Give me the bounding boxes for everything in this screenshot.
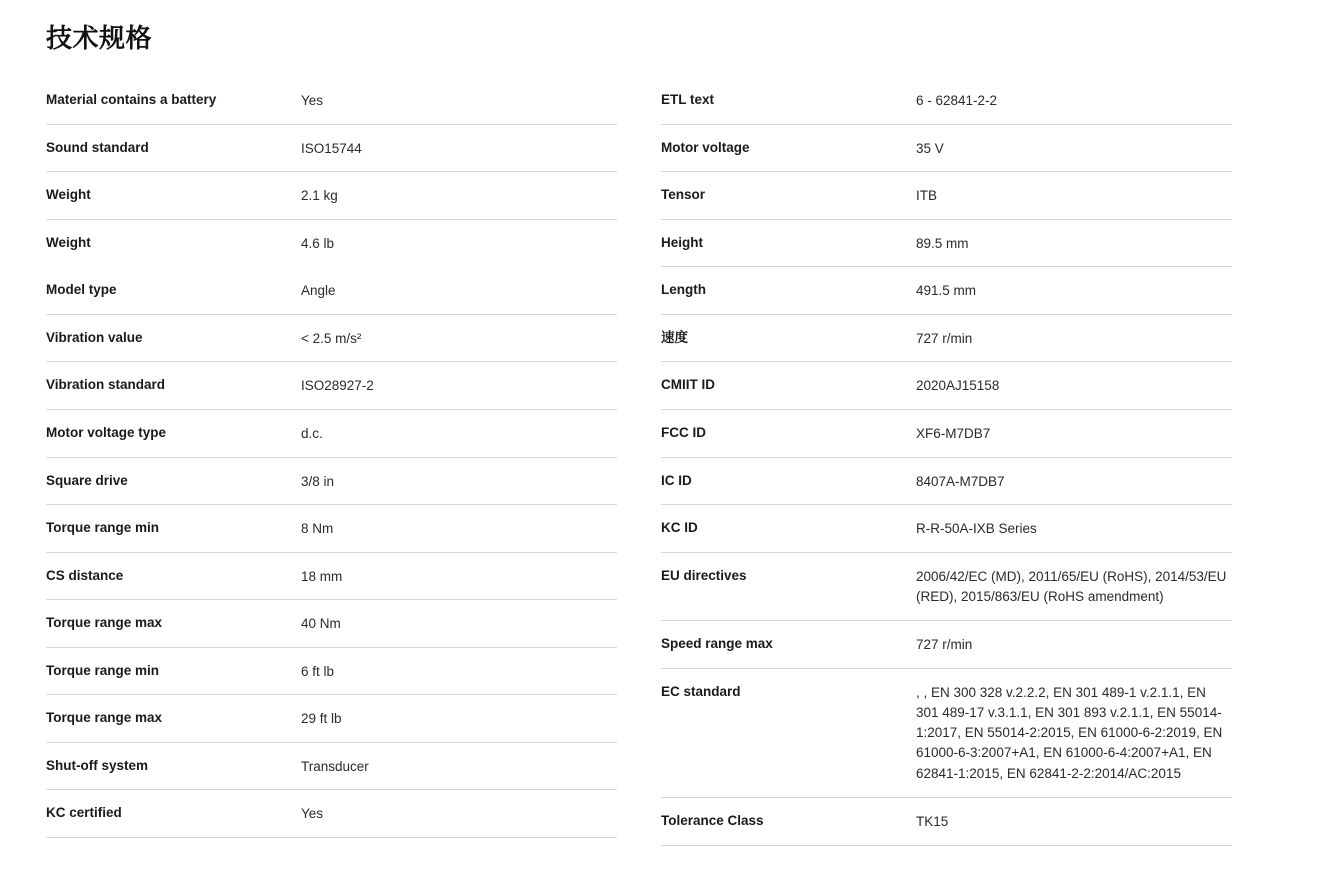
spec-label: Tensor (661, 187, 706, 203)
spec-label: Sound standard (46, 139, 149, 155)
spec-row (661, 362, 1232, 410)
spec-row (46, 600, 617, 648)
spec-value: 491.5 mm (916, 283, 977, 299)
spec-value: < 2.5 m/s² (301, 330, 362, 346)
spec-value: Yes (301, 93, 324, 108)
spec-row (661, 410, 1232, 458)
spec-row (661, 798, 1232, 846)
spec-row (46, 553, 617, 601)
spec-row (661, 458, 1232, 506)
spec-label: EU directives (661, 567, 747, 583)
spec-value: TK15 (916, 813, 949, 829)
spec-value: 727 r/min (916, 637, 973, 653)
spec-row (46, 648, 617, 696)
spec-label: FCC ID (661, 424, 706, 440)
spec-row (46, 315, 617, 363)
spec-label: Torque range max (46, 615, 163, 631)
spec-row (661, 172, 1232, 220)
spec-value: R-R-50A-IXB Series (916, 521, 1037, 537)
spec-label: Torque range min (46, 520, 160, 536)
spec-value: 727 r/min (916, 330, 973, 346)
spec-columns (46, 77, 1289, 846)
spec-row (46, 125, 617, 173)
spec-label: Model type (46, 282, 117, 298)
spec-row (46, 220, 617, 268)
spec-row (46, 172, 617, 220)
spec-label: 速度 (661, 329, 688, 345)
spec-label: ETL text (661, 92, 715, 107)
spec-column-left (46, 77, 617, 838)
page-title: 技术规格 (46, 23, 153, 53)
spec-label: Shut-off system (46, 757, 149, 773)
spec-value: , , EN 300 328 v.2.2.2, EN 301 489-1 v.2.1.1, EN 301 489-17 v.3.1.1, EN 301 893 v.2.1.1, EN 55014-1:2017, EN 55014-2:2015, EN 61000-6-2:2019, EN 61000-6-3:2007+A1, EN 61000-6-4:2007+A1, EN 62841-1:2015, EN 62841-2-2:2014/AC:2015 (916, 684, 1223, 781)
spec-value: Transducer (301, 758, 369, 774)
spec-label: IC ID (661, 472, 692, 488)
spec-label: EC standard (661, 683, 741, 699)
spec-value: 35 V (916, 140, 944, 156)
spec-row (661, 669, 1232, 798)
spec-label: Material contains a battery (46, 92, 217, 107)
spec-label: Motor voltage (661, 139, 750, 155)
spec-row (661, 315, 1232, 363)
spec-row (46, 362, 617, 410)
spec-row (46, 458, 617, 506)
spec-column-right (661, 77, 1232, 846)
spec-row (46, 790, 617, 838)
spec-label: CS distance (46, 567, 124, 583)
spec-value: 40 Nm (301, 616, 341, 632)
spec-value: d.c. (301, 425, 323, 441)
spec-row (46, 695, 617, 743)
spec-value: 6 - 62841-2-2 (916, 93, 998, 108)
spec-value: 2006/42/EC (MD), 2011/65/EU (RoHS), 2014/53/EU (RED), 2015/863/EU (RoHS amendment) (916, 568, 1227, 604)
spec-label: Motor voltage type (46, 424, 167, 440)
spec-label: Height (661, 234, 703, 250)
spec-row (661, 220, 1232, 268)
spec-row (46, 267, 617, 315)
spec-label: Vibration value (46, 329, 143, 345)
spec-value: 6 ft lb (301, 663, 335, 679)
spec-label: KC ID (661, 520, 698, 536)
spec-label: KC certified (46, 805, 122, 821)
spec-label: Tolerance Class (661, 812, 764, 828)
spec-value: ISO15744 (301, 140, 362, 156)
spec-value: ISO28927-2 (301, 378, 374, 394)
spec-label: Vibration standard (46, 377, 166, 393)
spec-label: Square drive (46, 472, 128, 488)
spec-row (661, 77, 1232, 125)
spec-value: ITB (916, 188, 938, 204)
spec-value: Angle (301, 283, 336, 299)
spec-value: 8 Nm (301, 521, 334, 537)
spec-row (46, 743, 617, 791)
spec-value: Yes (301, 806, 324, 822)
spec-value: XF6-M7DB7 (916, 425, 991, 441)
spec-row (661, 125, 1232, 173)
spec-label: Weight (46, 234, 91, 250)
spec-row (661, 267, 1232, 315)
spec-value: 3/8 in (301, 473, 335, 489)
spec-row (661, 621, 1232, 669)
spec-label: Torque range max (46, 710, 163, 726)
spec-value: 4.6 lb (301, 235, 335, 251)
spec-label: Weight (46, 187, 91, 203)
spec-row (661, 505, 1232, 553)
spec-row (46, 77, 617, 125)
spec-label: CMIIT ID (661, 377, 715, 393)
spec-value: 2020AJ15158 (916, 378, 1000, 394)
spec-value: 18 mm (301, 568, 343, 584)
spec-value: 89.5 mm (916, 235, 969, 251)
spec-label: Speed range max (661, 636, 773, 652)
spec-value: 8407A-M7DB7 (916, 473, 1005, 489)
spec-row (661, 553, 1232, 622)
spec-row (46, 410, 617, 458)
spec-row (46, 505, 617, 553)
spec-label: Length (661, 282, 706, 298)
spec-value: 2.1 kg (301, 188, 338, 204)
spec-value: 29 ft lb (301, 711, 342, 727)
spec-label: Torque range min (46, 662, 160, 678)
